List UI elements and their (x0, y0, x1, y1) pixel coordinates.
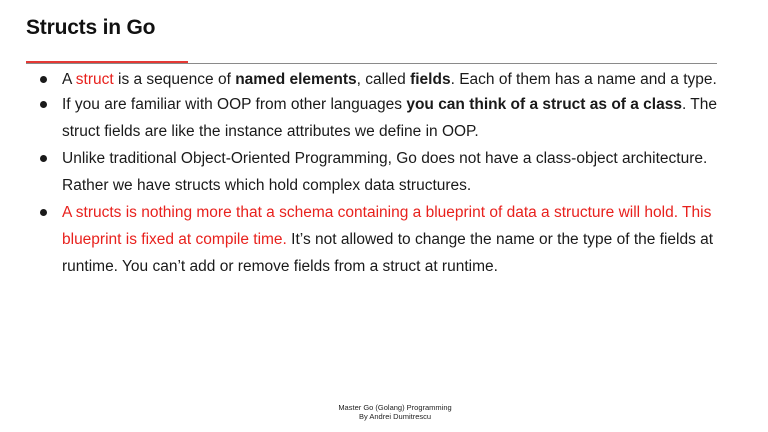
title-divider (26, 63, 717, 64)
blueprint-highlight: A structs is nothing more that a schema containing a blueprint of data a structure will hold. This blueprint is fixed at compile time. (62, 204, 712, 248)
bullet-text: It’s not allowed to change the name or the type of the fields at runtime. You can’t add or remove fields from a struct at runtime. (62, 231, 714, 275)
bullet-oop-comparison (36, 91, 726, 145)
course-author: By Andrei Dumitrescu (358, 412, 432, 421)
named-elements-emphasis: named elements (235, 71, 357, 88)
bullet-text: Unlike traditional Object-Oriented Programming, Go does not have a class-object architecture. Rather we have structs which hold complex data structures. (62, 150, 708, 194)
bullet-schema-blueprint (36, 199, 726, 280)
struct-as-class-emphasis: you can think of a struct as of a class (406, 96, 682, 113)
bullet-text: is a sequence of (113, 71, 236, 88)
bullet-list (36, 68, 726, 280)
struct-keyword-highlight: struct (75, 71, 114, 88)
slide-footer (0, 403, 768, 421)
title-accent-underline (26, 61, 188, 63)
bullet-text: , called (356, 71, 411, 88)
course-title: Master Go (Golang) Programming (338, 403, 452, 412)
bullet-struct-definition (36, 68, 726, 91)
slide-title: Structs in Go (26, 16, 156, 39)
fields-emphasis: fields (410, 71, 451, 88)
bullet-no-classes (36, 145, 726, 199)
bullet-text: A (62, 71, 76, 88)
bullet-text: . Each of them has a name and a type. (450, 71, 717, 88)
bullet-text: If you are familiar with OOP from other languages (62, 96, 407, 113)
bullet-text: . The struct fields are like the instance attributes we define in OOP. (62, 96, 718, 140)
